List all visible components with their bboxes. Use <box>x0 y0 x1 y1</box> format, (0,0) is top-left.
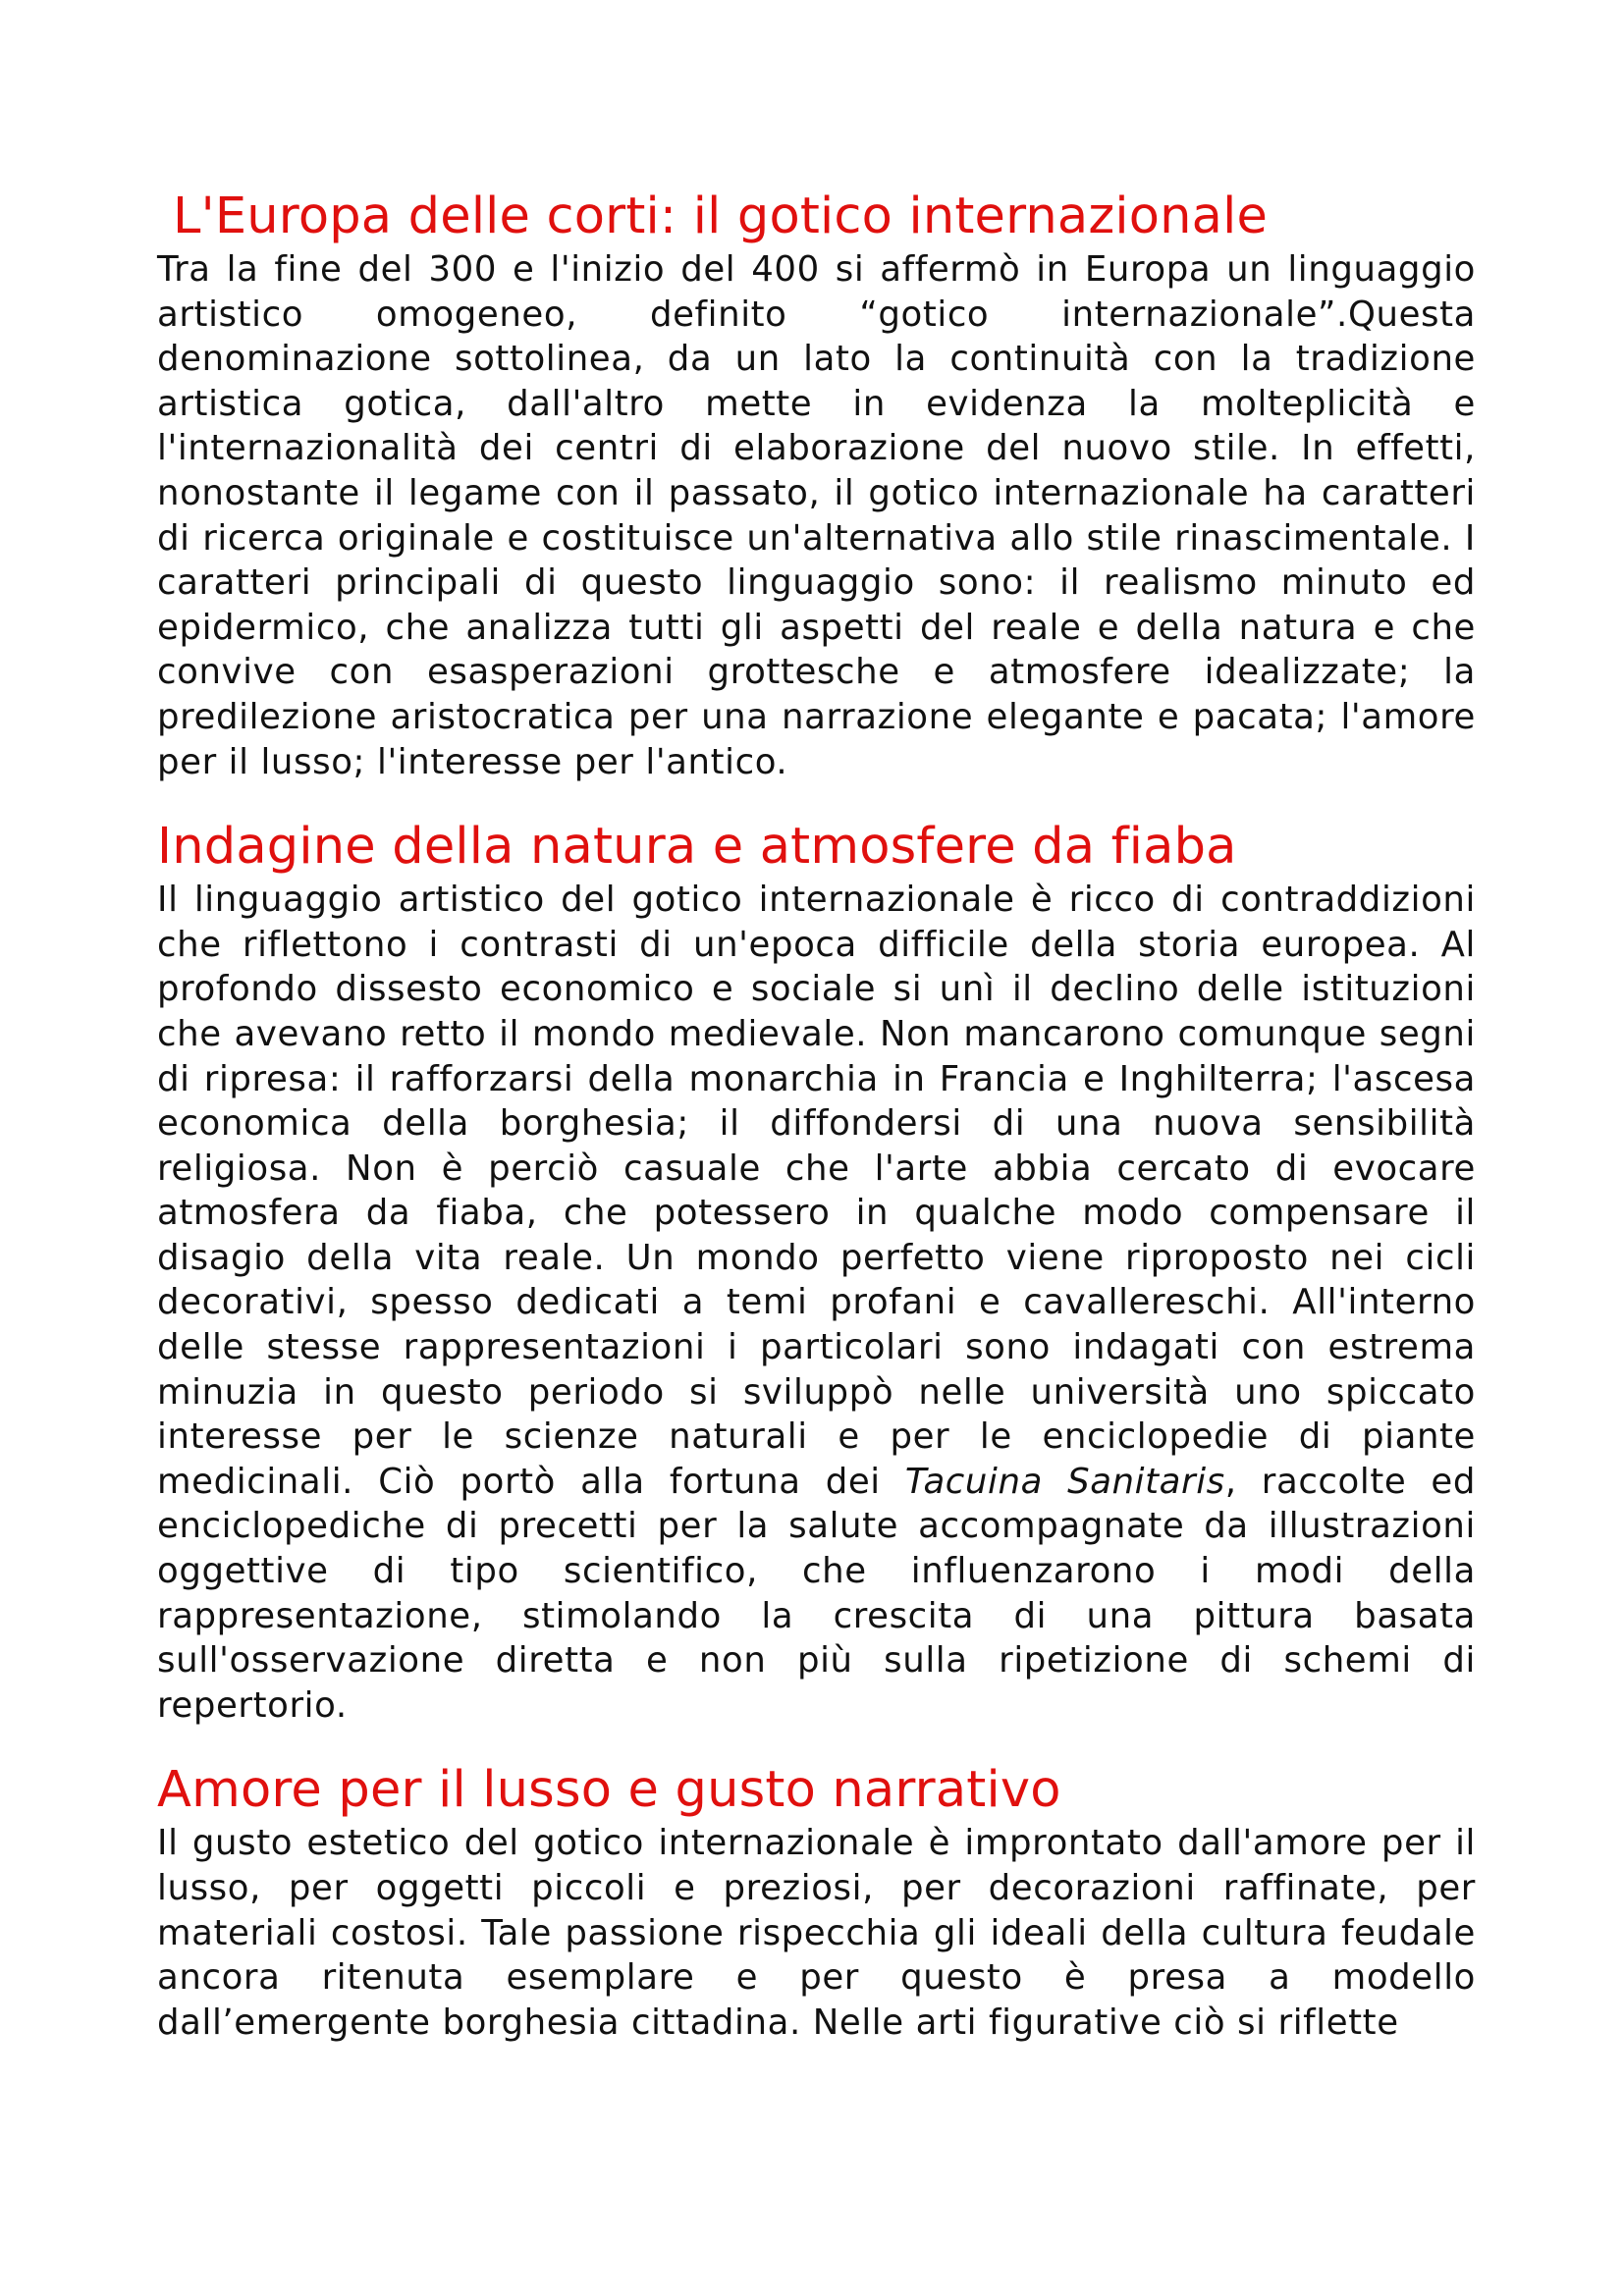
section-heading: L'Europa delle corti: il gotico internazionale <box>173 187 1269 245</box>
section-heading: Indagine della natura e atmosfere da fiaba <box>157 818 1237 877</box>
italic-title: Tacuina Sanitaris <box>904 1461 1225 1502</box>
paragraph-text: , raccolte ed enciclopediche di precetti per la salute accompagnate da illustrazioni oggettive di tipo scientifico, che influenzarono i modi della rappresentazione, stimolando la crescita di una pittura basata sull'osservazione diretta e non più sulla ripetizione di schemi di repertorio. <box>157 1461 1477 1726</box>
paragraph-text: Il linguaggio artistico del gotico internazionale è ricco di contraddizioni che riflettono i contrasti di un'epoca difficile della storia europea. Al profondo dissesto economico e sociale si unì il declino delle istituzioni che avevano retto il mondo medievale. Non mancarono comunque segni di ripresa: il rafforzarsi della monarchia in Francia e Inghilterra; l'ascesa economica della borghesia; il diffondersi di una nuova sensibilità religiosa. Non è perciò casuale che l'arte abbia cercato di evocare atmosfera da fiaba, che potessero in qualche modo compensare il disagio della vita reale. Un mondo perfetto viene riproposto nei cicli decorativi, spesso dedicati a temi profani e cavallereschi. All'interno delle stesse rappresentazioni i particolari sono indagati con estrema minuzia in questo periodo si sviluppò nelle università uno spiccato interesse per le scienze naturali e per le enciclopedie di piante medicinali. Ciò portò alla fortuna dei <box>157 880 1476 1502</box>
section-indagine-natura <box>157 817 1476 1728</box>
document-body <box>157 187 1476 2045</box>
section-spacer <box>157 1728 1476 1760</box>
section-spacer <box>157 784 1476 817</box>
section-paragraph: Il gusto estetico del gotico internazionale è improntato dall'amore per il lusso, per oggetti piccoli e preziosi, per decorazioni raffinate, per materiali costosi. Tale passione rispecchia gli ideali della cultura feudale ancora ritenuta esemplare e per questo è presa a modello dall’emergente borghesia cittadina. Nelle arti figurative ciò si riflette <box>157 1823 1476 2043</box>
section-paragraph: Tra la fine del 300 e l'inizio del 400 si affermò in Europa un linguaggio artistico omogeneo, definito “gotico internazionale”.Questa denominazione sottolinea, da un lato la continuità con la tradizione artistica gotica, dall'altro mette in evidenza la molteplicità e l'internazionalità dei centri di elaborazione del nuovo stile. In effetti, nonostante il legame con il passato, il gotico internazionale ha caratteri di ricerca originale e costituisce un'alternativa allo stile rinascimentale. I caratteri principali di questo linguaggio sono: il realismo minuto ed epidermico, che analizza tutti gli aspetti del reale e della natura e che convive con esasperazioni grottesche e atmosfere idealizzate; la predilezione aristocratica per una narrazione elegante e pacata; l'amore per il lusso; l'interesse per l'antico. <box>157 249 1476 782</box>
section-gotico-internazionale <box>157 187 1476 784</box>
section-heading: Amore per il lusso e gusto narrativo <box>157 1761 1061 1820</box>
section-amore-lusso <box>157 1760 1476 2045</box>
section-paragraph <box>157 878 1476 1728</box>
